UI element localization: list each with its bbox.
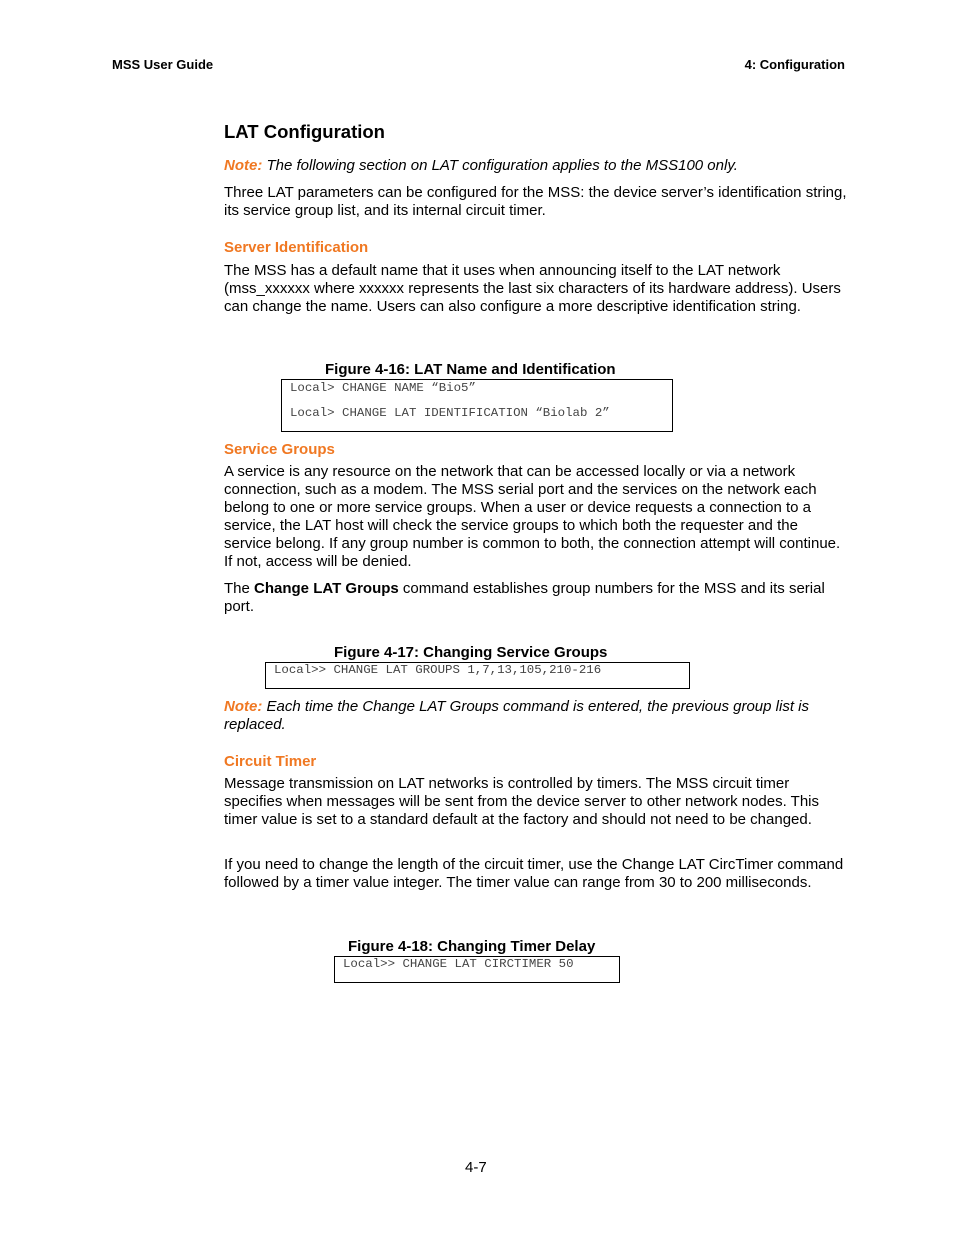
- figure-4-18-caption: Figure 4-18: Changing Timer Delay: [348, 938, 596, 955]
- change-lat-groups-paragraph: [224, 580, 849, 616]
- note-text: Each time the Change LAT Groups command is entered, the previous group list is replaced.: [224, 698, 809, 733]
- service-groups-paragraph: A service is any resource on the network that can be accessed locally or via a network connection, such as a modem. The MSS serial port and the services on the network each belong to one or more service groups. When a user or device requests a connection to a service, the LAT host will check the service groups to which both the requester and the service belong. If any group number is common to both, the connection attempt will continue. If not, access will be denied.: [224, 463, 841, 570]
- text-run: command establishes group numbers for the MSS and its serial port.: [224, 580, 825, 615]
- note-label: Note:: [224, 698, 263, 715]
- intro-paragraph: Three LAT parameters can be configured for the MSS: the device server’s identification string, its service group list, and its internal circuit timer.: [224, 184, 847, 219]
- circuit-timer-paragraph: Message transmission on LAT networks is controlled by timers. The MSS circuit timer specifies when messages will be sent from the device server to other network nodes. This timer value is set to a standard default at the factory and should not need to be changed.: [224, 775, 820, 828]
- code-line: Local>> CHANGE LAT CIRCTIMER 50: [343, 957, 574, 971]
- code-line: Local>> CHANGE LAT GROUPS 1,7,13,105,210-216: [274, 663, 602, 677]
- figure-4-17-caption: Figure 4-17: Changing Service Groups: [334, 644, 608, 661]
- circuit-timer-change-paragraph: If you need to change the length of the circuit timer, use the Change LAT CircTimer command followed by a timer value integer. The timer value can range from 30 to 200 milliseconds.: [224, 856, 844, 891]
- figure-4-16-caption: Figure 4-16: LAT Name and Identification: [325, 361, 616, 378]
- server-identification-paragraph: The MSS has a default name that it uses when announcing itself to the LAT network (mss_xxxxxx where xxxxxx represents the last six characters of its hardware address). Users can change the name. Users can also configure a more descriptive identification string.: [224, 262, 841, 315]
- note-change-lat-groups: [224, 698, 849, 734]
- code-line: Local> CHANGE NAME “Bio5”: [290, 381, 476, 395]
- figure-4-18-code-box: [334, 956, 620, 983]
- circuit-timer-heading: Circuit Timer: [224, 753, 317, 770]
- figure-4-16-code-box: [281, 379, 673, 432]
- note-label: Note:: [224, 157, 263, 174]
- running-header-title: MSS User Guide: [112, 57, 214, 72]
- note-text: The following section on LAT configuration applies to the MSS100 only.: [262, 157, 738, 174]
- figure-4-17-code-box: [265, 662, 690, 689]
- page-number: 4-7: [465, 1159, 487, 1176]
- command-name: Change LAT Groups: [254, 580, 399, 597]
- note-lat-applicability: [224, 157, 849, 175]
- running-header-chapter: 4: Configuration: [744, 57, 845, 72]
- section-title: LAT Configuration: [224, 121, 385, 142]
- code-line: Local> CHANGE LAT IDENTIFICATION “Biolab 2”: [290, 406, 610, 420]
- service-groups-heading: Service Groups: [224, 441, 335, 458]
- server-identification-heading: Server Identification: [224, 239, 369, 256]
- text-run: The: [224, 580, 255, 597]
